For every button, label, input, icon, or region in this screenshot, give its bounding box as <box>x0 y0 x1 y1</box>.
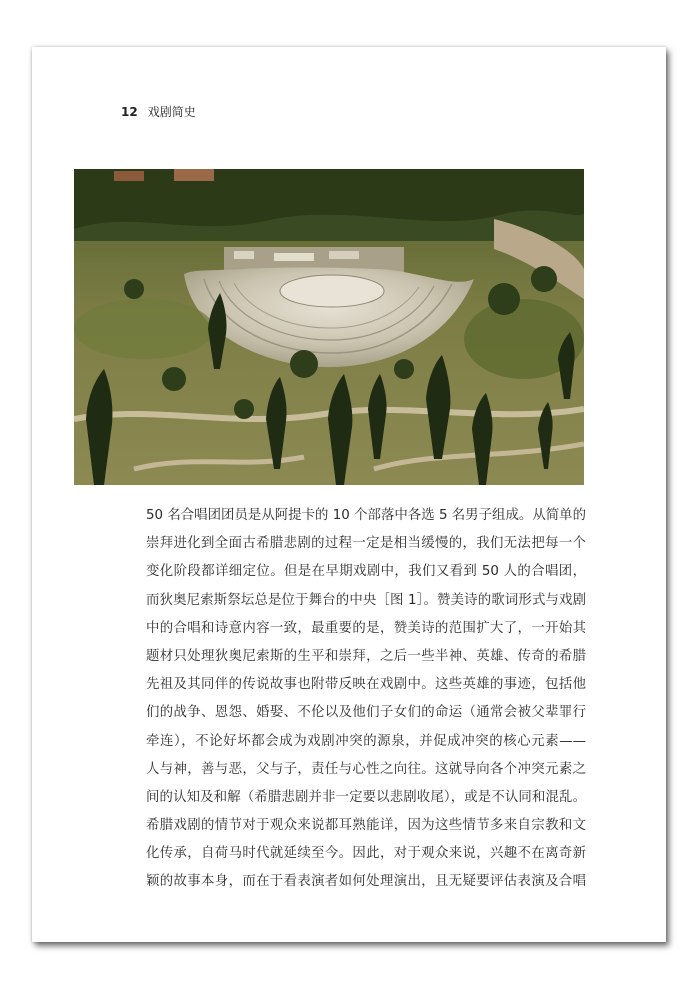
greek-theatre-photo-icon <box>74 169 584 485</box>
body-paragraph <box>146 502 586 897</box>
section-title: 戏剧简史 <box>147 105 196 119</box>
text-line: 先祖及其同伴的传说故事也附带反映在戏剧中。这些英雄的事迹，包括他 <box>146 677 586 693</box>
text-line: 牵连），不论好坏都会成为戏剧冲突的源泉，并促成冲突的核心元素—— <box>146 733 586 749</box>
text-line: 崇拜进化到全面古希腊悲剧的过程一定是相当缓慢的，我们无法把每一个 <box>146 536 586 552</box>
text-line: 题材只处理狄奥尼索斯的生平和崇拜，之后一些半神、英雄、传奇的希腊 <box>146 648 586 664</box>
text-line: 们的战争、恩怨、婚娶、不伦以及他们子女们的命运（通常会被父辈罪行 <box>146 705 586 721</box>
running-head <box>121 103 196 120</box>
text-line: 间的认知及和解（希腊悲剧并非一定要以悲剧收尾），或是不认同和混乱。 <box>146 789 586 805</box>
text-line: 而狄奥尼索斯祭坛总是位于舞台的中央［图 1］。赞美诗的歌词形式与戏剧 <box>146 592 586 608</box>
page-number: 12 <box>121 105 138 119</box>
text-line: 50 名合唱团团员是从阿提卡的 10 个部落中各选 5 名男子组成。从简单的 <box>146 508 586 523</box>
text-line: 中的合唱和诗意内容一致，最重要的是，赞美诗的范围扩大了，一开始其 <box>146 620 586 636</box>
text-line: 化传承，自荷马时代就延续至今。因此，对于观众来说，兴趣不在离奇新 <box>146 846 586 862</box>
theatre-photo <box>74 169 584 485</box>
text-line: 希腊戏剧的情节对于观众来说都耳熟能详，因为这些情节多来自宗教和文 <box>146 818 586 834</box>
text-line: 人与神，善与恶，父与子，责任与心性之向往。这就导向各个冲突元素之 <box>146 761 586 777</box>
text-line: 颖的故事本身，而在于看表演者如何处理演出，且无疑要评估表演及合唱 <box>146 874 586 890</box>
text-line: 变化阶段都详细定位。但是在早期戏剧中，我们又看到 50 人的合唱团， <box>146 564 586 580</box>
book-page <box>32 47 666 942</box>
